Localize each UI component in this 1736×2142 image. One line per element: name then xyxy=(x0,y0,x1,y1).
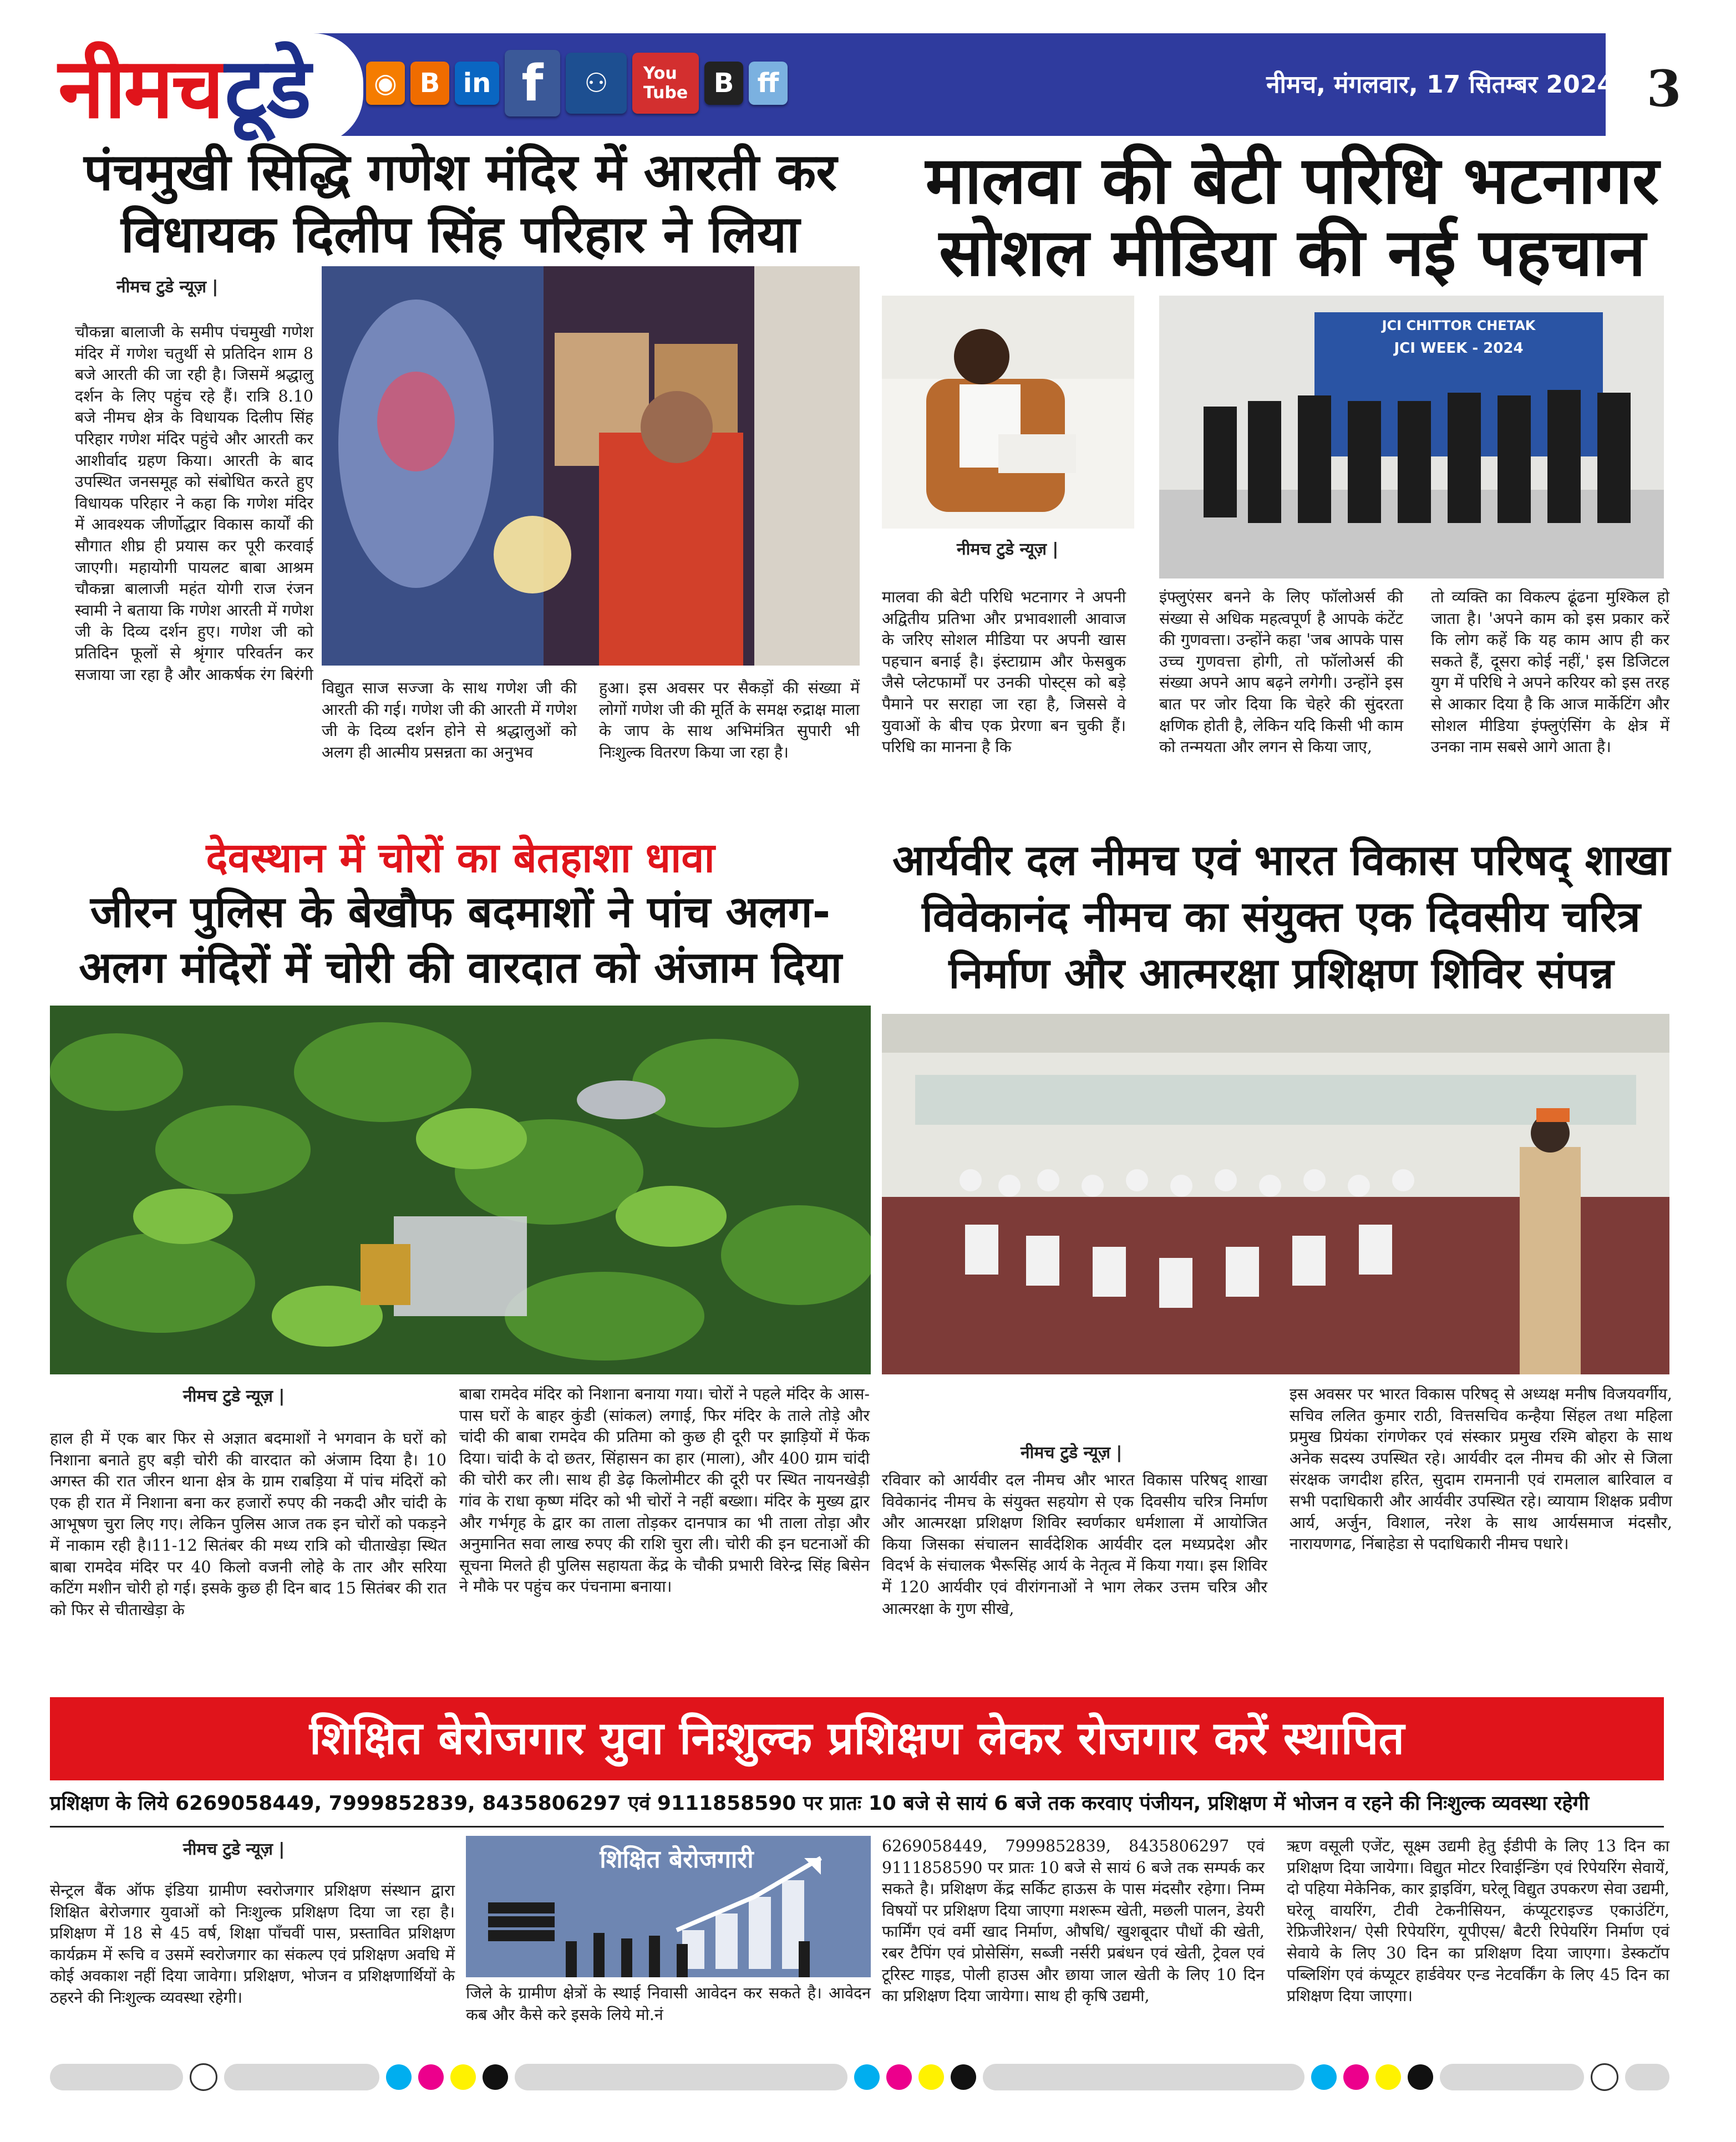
article5-col2: जिले के ग्रामीण क्षेत्रों के स्थाई निवासी आवेदन कर सकते है। आवेदन कब और कैसे करे इसके लिये मो.नं xyxy=(466,1984,871,2024)
article4-photo xyxy=(882,1014,1669,1374)
article2-headline[interactable] xyxy=(882,142,1703,291)
article5-graphic xyxy=(466,1836,871,1977)
article4-headline[interactable] xyxy=(882,832,1681,1004)
registration-bar xyxy=(515,2064,847,2090)
article1-headline-line1: पंचमुखी सिद्धि गणेश मंदिर में आरती कर xyxy=(84,143,837,202)
registration-bar xyxy=(1440,2064,1584,2090)
myspace-icon[interactable]: ⚇ xyxy=(566,53,627,114)
cyan-swatch xyxy=(1311,2064,1337,2090)
yellow-swatch xyxy=(450,2064,476,2090)
article2-photo-portrait xyxy=(882,296,1134,529)
registration-bar xyxy=(983,2064,1304,2090)
article1-col3: हुआ। इस अवसर पर सैकड़ों की संख्या में लोगों गणेश जी की मूर्ति के समक्ष रुद्राक्ष माला के जाप के साथ अभिमंत्रित सुपारी भी निःशुल्क वितरण किया जा रहा है। xyxy=(599,679,860,762)
page-number: 3 xyxy=(1646,59,1682,118)
logo-text-red: नीमच xyxy=(58,40,222,137)
registration-bar xyxy=(50,2064,183,2090)
article5-byline: नीमच टुडे न्यूज़ | xyxy=(183,1840,285,1859)
article3-col1: हाल ही में एक बार फिर से अज्ञात बदमाशों ने भगवान के घरों को निशाना बनाते हुए बड़ी चोरी की वारदात को अंजाम दिया है। 10 अगस्त की रात जीरन थाना क्षेत्र के ग्राम राबड़िया में पांच मंदिरों को एक ही रात में निशाना बना कर हजारों रुपए की नकदी और चांदी के आभूषण चुरा लिए गए। लेकिन पुलिस आज तक इन चोरों को पकड़ने में नाकाम रही है।11-12 सितंबर की मध्य रात्रि को चीताखेड़ा स्थित बाबा रामदेव मंदिर पर 40 किलो वजनी लोहे के तार और सरिया कटिंग मशीन चोरी हो गई। इसके कुछ ही दिन बाद 15 सितंबर की रात को फिर से चीताखेड़ा के xyxy=(50,1429,446,1619)
linkedin-icon[interactable]: in xyxy=(455,62,499,105)
article3-headline-line1: जीरन पुलिस के बेखौफ बदमाशों ने पांच अलग- xyxy=(90,887,831,937)
article3-kicker: देवस्थान में चोरों का बेतहाशा धावा xyxy=(206,834,715,882)
article2-col2: इंफ्लुएंसर बनने के लिए फॉलोअर्स की संख्या से अधिक महत्वपूर्ण है आपके कंटेंट की गुणवत्ता। उन्होंने कहा 'जब आपके पास उच्च गुणवत्ता होगी, तो फॉलोअर्स की संख्या अपने आप बढ़ने लगेगी। उन्होंने इस बात पर जोर दिया कि चेहरे की सुंदरता क्षणिक होती है, लेकिन यदि किसी भी काम को तन्मयता और लगन से किया जाए, xyxy=(1159,588,1403,757)
cyan-swatch xyxy=(854,2064,880,2090)
article5-col3: 6269058449, 7999852839, 8435806297 एवं 9111858590 पर प्रातः 10 बजे से सायं 6 बजे तक सम्पर्क कर सकते है। प्रशिक्षण केंद्र सर्किट हाऊस के पास मंदसौर रहेगा। निम्म विषयों पर प्रशिक्षण दिया जाएगा मशरूम खेती, मछली पालन, डेयरी फार्मिंग एवं वर्मी खाद निर्माण, औषधि/ खुशबूदार पौधों की खेती, रबर टैपिंग एवं प्रोसेसिंग, सब्जी नर्सरी प्रबंधन एवं खेती, ट्रेवल एवं टूरिस्ट गाइड, पोली हाउस और छाया जाल खेती के लिए 10 दिन का प्रशिक्षण दिया जायेगा। साथ ही कृषि उद्यमी, xyxy=(882,1837,1265,2006)
youtube-icon[interactable]: You Tube xyxy=(632,53,699,114)
article5-banner[interactable]: शिक्षित बेरोजगार युवा निःशुल्क प्रशिक्षण लेकर रोजगार करें स्थापित xyxy=(50,1697,1664,1780)
article2-col1: मालवा की बेटी परिधि भटनागर ने अपनी अद्वितीय प्रतिभा और प्रभावशाली आवाज के जरिए सोशल मीडिया पर अपनी खास पहचान बनाई है। इंस्टाग्राम और फेसबुक जैसे प्लेटफार्मों पर उनकी पोस्ट्स को बड़े पैमाने पर सराहा जा रहा है, जिससे वे युवाओं के बीच एक प्रेरणा बन चुकी हैं। परिधि का मानना है कि xyxy=(882,588,1126,757)
article2-headline-line2: सोशल मीडिया की नई पहचान xyxy=(939,214,1646,291)
black-swatch xyxy=(951,2064,976,2090)
article3-byline: नीमच टुडे न्यूज़ | xyxy=(183,1387,285,1406)
article1-photo xyxy=(322,266,860,666)
masthead-logo[interactable] xyxy=(53,33,363,144)
article3-photo xyxy=(50,1006,871,1374)
article3-headline-line2: अलग मंदिरों में चोरी की वारदात को अंजाम दिया xyxy=(79,943,842,993)
black-swatch xyxy=(1408,2064,1433,2090)
cyan-swatch xyxy=(386,2064,412,2090)
article2-byline: नीमच टुडे न्यूज़ | xyxy=(957,540,1059,559)
article1-headline[interactable] xyxy=(50,141,871,269)
subbanner-rule xyxy=(50,1826,1664,1828)
article4-headline-line3: निर्माण और आत्मरक्षा प्रशिक्षण शिविर संपन्न xyxy=(948,948,1614,998)
print-registration-strip xyxy=(50,2058,1669,2097)
rss-icon[interactable]: ◉ xyxy=(366,62,405,105)
article4-col2: इस अवसर पर भारत विकास परिषद् से अध्यक्ष मनीष विजयवर्गीय, सचिव ललित कुमार राठी, वित्तसचिव कन्हैया सिंहल तथा महिला प्रमुख प्रियंका रांगणेकर एवं संस्कार प्रमुख रश्मि बोहरा के साथ अनेक सदस्य उपस्थित रहे। आर्यवीर दल नीमच की ओर से जिला संरक्षक जगदीश हरित, सुदाम रामनानी एवं रामलाल बारिवाल व सभी पदाधिकारी और आर्यवीर उपस्थित रहे। व्यायाम शिक्षक प्रवीण आर्य, अर्जुन, विशाल, नरेश के साथ आर्यसमाज मंदसौर, नारायणगढ, निंबाहेडा से पदाधिकारी नीमच पधारे। xyxy=(1290,1385,1672,1554)
article3-headline[interactable] xyxy=(50,885,871,996)
jci-banner-title: JCI CHITTOR CHETAK xyxy=(1382,318,1536,333)
dateline: नीमच, मंगलवार, 17 सितम्बर 2024 xyxy=(1266,70,1614,99)
article4-col1: रविवार को आर्यवीर दल नीमच और भारत विकास परिषद् शाखा विवेकानंद नीमच के संयुक्त सहयोग से एक दिवसीय चरित्र निर्माण और आत्मरक्षा प्रशिक्षण शिविर स्वर्णकार धर्मशाला में आयोजित किया जिसका संचालन सार्वदेशिक आर्यवीर दल मध्यप्रदेश और विदर्भ के संचालक भैरूसिंह आर्य के नेतृत्व में किया गया। इस शिविर में 120 आर्यवीर एवं वीरांगनाओं ने भाग लेकर उत्तम चरित्र और आत्मरक्षा के गुण सीखे, xyxy=(882,1471,1267,1618)
social-icons xyxy=(366,42,1032,125)
friendfeed-icon[interactable]: ff xyxy=(749,62,788,105)
facebook-icon[interactable]: f xyxy=(505,50,560,116)
magenta-swatch xyxy=(418,2064,444,2090)
training-camp-photo xyxy=(882,1014,1669,1374)
registration-mark-icon xyxy=(190,2063,217,2091)
yellow-swatch xyxy=(1375,2064,1401,2090)
article2-headline-line1: मालवा की बेटी परिधि भटनागर xyxy=(925,142,1659,219)
registration-bar xyxy=(1625,2064,1669,2090)
article3-col2: बाबा रामदेव मंदिर को निशाना बनाया गया। चोरों ने पहले मंदिर के आस-पास घरों के बाहर कुंडी (सांकल) लगाई, फिर मंदिर के ताले तोड़े और चांदी की बाबा रामदेव की प्रतिमा को कुछ ही दूरी पर झाड़ियों में फेंक दिया। चांदी के दो छतर, सिंहासन का हार (माला), और 400 ग्राम चांदी की चोरी कर ली। साथ ही डेढ़ किलोमीटर की दूरी पर स्थित नायनखेड़ी गांव के राधा कृष्ण मंदिर को भी चोरों ने नहीं बख्शा। मंदिर के मुख्य द्वार और गर्भगृह के द्वार का ताला तोड़कर दानपात्र का भी ताला तोड़ा और अनुमानित सवा लाख रुपए की राशि चुरा ली। चोरी की इन घटनाओं की सूचना मिलते ही पुलिस सहायता केंद्र के चौकी प्रभारी विरेन्द्र सिंह बिसेन ने मौके पर पहुंच कर पंचनामा बनाया। xyxy=(459,1385,870,1596)
ganesh-aarti-photo xyxy=(322,266,860,666)
article4-headline-line2: विवेकानंद नीमच का संयुक्त एक दिवसीय चरित्र xyxy=(922,892,1641,941)
article5-col4: ऋण वसूली एजेंट, सूक्ष्म उद्यमी हेतु ईडीपी के लिए 13 दिन का प्रशिक्षण दिया जायेगा। विद्युत मोटर रिवाईन्डिंग एवं रिपेयरिंग सेवायें, दो पहिया मेकेनिक, कार ड्राइविंग, घरेलू विद्युत उपकरण सेवा उद्यमी, घरेलू वायरिंग, टीवी टेकनीसियन, कंप्यूटराइज्ड एकाउंटिंग, रेफ्रिजीरेशन/ ऐसी रिपेयरिंग, यूपीएस/ बैटरी रिपेयरिंग निर्माण एवं सेवाये के लिए 30 दिन का प्रशिक्षण दिया जाएगा। डेस्कटॉप पब्लिशिंग एवं कंप्यूटर हार्डवेयर एन्ड नेटवर्किंग के लिए 45 दिन का प्रशिक्षण दिया जाएगा। xyxy=(1287,1837,1669,2006)
article2-col3: तो व्यक्ति का विकल्प ढूंढना मुश्किल हो जाता है। 'अपने काम को इस प्रकार करें कि लोग कहें कि यह काम आप ही कर सकते हैं, दूसरा कोई नहीं,' इस डिजिटल युग में परिधि ने अपने करियर को इस तरह से आकार दिया है कि आज मार्केटिंग और सोशल मीडिया इंफ्लुएंसिंग के क्षेत्र में उनका नाम सबसे आगे आता है। xyxy=(1431,588,1669,757)
logo-text-blue: टूडे xyxy=(225,40,312,137)
article5-col1: सेन्ट्रल बैंक ऑफ इंडिया ग्रामीण स्वरोजगार प्रशिक्षण संस्थान द्वारा शिक्षित बेरोजगार युवाओं को निःशुल्क प्रशिक्षण दिया जा रहा है। प्रशिक्षण में 18 से 45 वर्ष, शिक्षा पॉंचवीं पास, प्रस्तावित प्रशिक्षण कार्यक्रम में रूचि व उसमें स्वरोजगार का संकल्प एवं प्रशिक्षण अवधि में कोई अवकाश नहीं दिया जावेगा। प्रशिक्षण, भोजन व प्रशिक्षणार्थियों के ठहरने की निःशुल्क व्यवस्था रहेगी। xyxy=(50,1881,455,2007)
article2-photo-group xyxy=(1159,296,1664,578)
stolen-idol-bushes-photo xyxy=(50,1006,871,1374)
bebo-icon[interactable]: B xyxy=(704,62,743,105)
graphic-title: शिक्षित बेरोजगारी xyxy=(600,1845,754,1874)
article4-headline-line1: आर्यवीर दल नीमच एवं भारत विकास परिषद् शाखा xyxy=(892,835,1671,885)
article5-subbanner: प्रशिक्षण के लिये 6269058449, 7999852839, 8435806297 एवं 9111858590 पर प्रातः 10 बजे से सायं 6 बजे तक करवाए पंजीयन, प्रशिक्षण में भोजन व रहने की निःशुल्क व्यवस्था रहेगी xyxy=(50,1792,1590,1815)
registration-bar xyxy=(224,2064,379,2090)
registration-mark-icon xyxy=(1591,2063,1618,2091)
article4-byline: नीमच टुडे न्यूज़ | xyxy=(1021,1443,1123,1463)
article1-col2: विद्युत साज सज्जा के साथ गणेश जी की आरती की गई। गणेश जी की आरती में गणेश जी के दिव्य दर्शन होने से श्रद्धालुओं को अलग ही आत्मीय प्रसन्नता का अनुभव xyxy=(322,679,577,762)
black-swatch xyxy=(483,2064,508,2090)
yellow-swatch xyxy=(918,2064,944,2090)
magenta-swatch xyxy=(1343,2064,1369,2090)
jci-banner-subtitle: JCI WEEK - 2024 xyxy=(1394,340,1524,357)
magenta-swatch xyxy=(886,2064,912,2090)
article1-headline-line2: विधायक दिलीप सिंह परिहार ने लिया xyxy=(120,205,800,264)
blogger-icon[interactable]: B xyxy=(410,62,449,105)
article1-byline: नीमच टुडे न्यूज़ | xyxy=(116,277,219,297)
article1-col1: चौकन्ना बालाजी के समीप पंचमुखी गणेश मंदिर में गणेश चतुर्थी से प्रतिदिन शाम 8 बजे आरती की जा रही है। जिसमें श्रद्धालु दर्शन के लिए पहुंच रहे हैं। रात्रि 8.10 बजे नीमच क्षेत्र के विधायक दिलीप सिंह परिहार गणेश मंदिर पहुंचे और आरती कर आशीर्वाद ग्रहण किया। आरती के बाद उपस्थित जनसमूह को संबोधित करते हुए विधायक परिहार ने कहा कि गणेश मंदिर में आवश्यक जीर्णोद्धार विकास कार्यों की सौगात शीघ्र ही प्रयास कर पूरी करवाई जाएगी। महायोगी पायलट बाबा आश्रम चौकन्ना बालाजी महंत योगी राज रंजन स्वामी ने बताया कि गणेश आरती में गणेश जी के दिव्य दर्शन हुए। गणेश जी को प्रतिदिन फूलों से श्रृंगार परिवर्तन कर सजाया जा रहा है और आकर्षक रंग बिरंगी xyxy=(75,323,313,684)
